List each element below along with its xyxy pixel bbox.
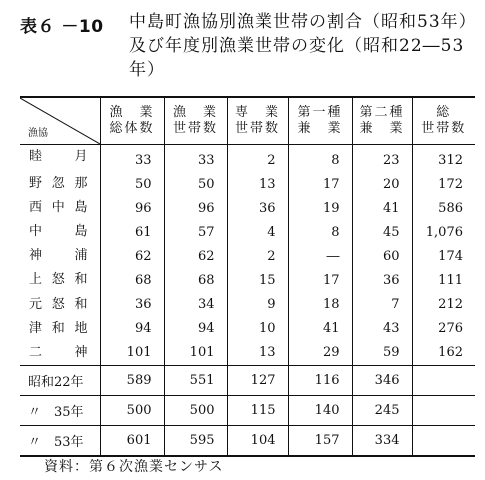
value-cell: 2: [227, 244, 288, 268]
value-cell: 174: [412, 244, 475, 268]
value-cell: 68: [100, 268, 164, 292]
village-name: 津 和 地: [29, 320, 88, 336]
value-cell: 212: [412, 293, 475, 317]
value-cell: 586: [412, 196, 475, 220]
year-label: 昭和22年: [20, 365, 100, 395]
year-rows: [20, 365, 475, 456]
table-row: [20, 341, 475, 366]
value-cell: 2: [227, 145, 288, 173]
value-cell: 157: [288, 425, 352, 456]
year-row: [20, 425, 475, 456]
fishery-household-table: [20, 96, 475, 457]
value-cell: ―: [288, 244, 352, 268]
table-number: 表６ －10: [20, 17, 104, 37]
empty-cell: [412, 425, 475, 456]
value-cell: 50: [164, 172, 227, 196]
value-cell: 36: [352, 268, 412, 292]
value-cell: 10: [227, 317, 288, 341]
header-full-time-households: 専 業 世帯数: [227, 97, 288, 145]
table-title: 中島町漁協別漁業世帯の割合（昭和53年）及び年度別漁業世帯の変化（昭和22―53年）: [129, 12, 469, 80]
village-rows: [20, 145, 475, 366]
village-name: 睦 月: [29, 149, 88, 164]
value-cell: 29: [288, 341, 352, 366]
value-cell: 43: [352, 317, 412, 341]
value-cell: 115: [227, 395, 288, 425]
value-cell: 57: [164, 220, 227, 244]
value-cell: 33: [100, 145, 164, 173]
village-name: 西 中 島: [29, 200, 88, 216]
value-cell: 127: [227, 365, 288, 395]
value-cell: 60: [352, 244, 412, 268]
table-row: [20, 196, 475, 220]
value-cell: 276: [412, 317, 475, 341]
value-cell: 140: [288, 395, 352, 425]
village-name: 上 怒 和: [29, 272, 88, 288]
value-cell: 17: [288, 268, 352, 292]
value-cell: 94: [164, 317, 227, 341]
value-cell: 346: [352, 365, 412, 395]
header-type2-part-time: 第二種 兼 業: [352, 97, 412, 145]
header-total-households: 総 世帯数: [412, 97, 475, 145]
value-cell: 36: [100, 293, 164, 317]
table-row: [20, 244, 475, 268]
value-cell: 62: [164, 244, 227, 268]
value-cell: 94: [100, 317, 164, 341]
value-cell: 101: [100, 341, 164, 366]
value-cell: 101: [164, 341, 227, 366]
value-cell: 62: [100, 244, 164, 268]
header-corner-cell: [20, 97, 100, 145]
value-cell: 500: [164, 395, 227, 425]
value-cell: 104: [227, 425, 288, 456]
value-cell: 17: [288, 172, 352, 196]
header-fishery-total: 漁 業 総体数: [100, 97, 164, 145]
value-cell: 45: [352, 220, 412, 244]
value-cell: 20: [352, 172, 412, 196]
value-cell: 41: [352, 196, 412, 220]
value-cell: 111: [412, 268, 475, 292]
value-cell: 595: [164, 425, 227, 456]
value-cell: 8: [288, 145, 352, 173]
village-name: 元 怒 和: [29, 296, 88, 312]
value-cell: 601: [100, 425, 164, 456]
value-cell: 59: [352, 341, 412, 366]
value-cell: 15: [227, 268, 288, 292]
value-cell: 13: [227, 172, 288, 196]
header-type1-part-time: 第一種 兼 業: [288, 97, 352, 145]
value-cell: 18: [288, 293, 352, 317]
value-cell: 4: [227, 220, 288, 244]
value-cell: 23: [352, 145, 412, 173]
table-row: [20, 145, 475, 173]
source-note: 資料：第６次漁業センサス: [44, 459, 224, 475]
table-row: [20, 293, 475, 317]
value-cell: 1,076: [412, 220, 475, 244]
table-row: [20, 268, 475, 292]
empty-cell: [412, 365, 475, 395]
value-cell: 13: [227, 341, 288, 366]
year-label: 〃 35年: [20, 395, 100, 425]
value-cell: 50: [100, 172, 164, 196]
village-name: 野 忽 那: [29, 176, 88, 192]
table-row: [20, 172, 475, 196]
value-cell: 96: [100, 196, 164, 220]
year-row: [20, 365, 475, 395]
value-cell: 96: [164, 196, 227, 220]
value-cell: 41: [288, 317, 352, 341]
value-cell: 68: [164, 268, 227, 292]
value-cell: 34: [164, 293, 227, 317]
value-cell: 116: [288, 365, 352, 395]
value-cell: 245: [352, 395, 412, 425]
value-cell: 19: [288, 196, 352, 220]
value-cell: 8: [288, 220, 352, 244]
header-row: [20, 97, 475, 145]
village-name: 中 島: [29, 224, 88, 240]
value-cell: 162: [412, 341, 475, 366]
value-cell: 551: [164, 365, 227, 395]
value-cell: 172: [412, 172, 475, 196]
corner-label: 漁協: [28, 128, 48, 139]
value-cell: 334: [352, 425, 412, 456]
value-cell: 312: [412, 145, 475, 173]
value-cell: 33: [164, 145, 227, 173]
value-cell: 36: [227, 196, 288, 220]
table-row: [20, 317, 475, 341]
value-cell: 9: [227, 293, 288, 317]
empty-cell: [412, 395, 475, 425]
year-label: 〃 53年: [20, 425, 100, 456]
year-row: [20, 395, 475, 425]
village-name: 神 浦: [29, 248, 88, 264]
value-cell: 500: [100, 395, 164, 425]
header-fishery-households: 漁 業 世帯数: [164, 97, 227, 145]
value-cell: 61: [100, 220, 164, 244]
value-cell: 589: [100, 365, 164, 395]
village-name: 二 神: [29, 344, 88, 360]
value-cell: 7: [352, 293, 412, 317]
table-row: [20, 220, 475, 244]
